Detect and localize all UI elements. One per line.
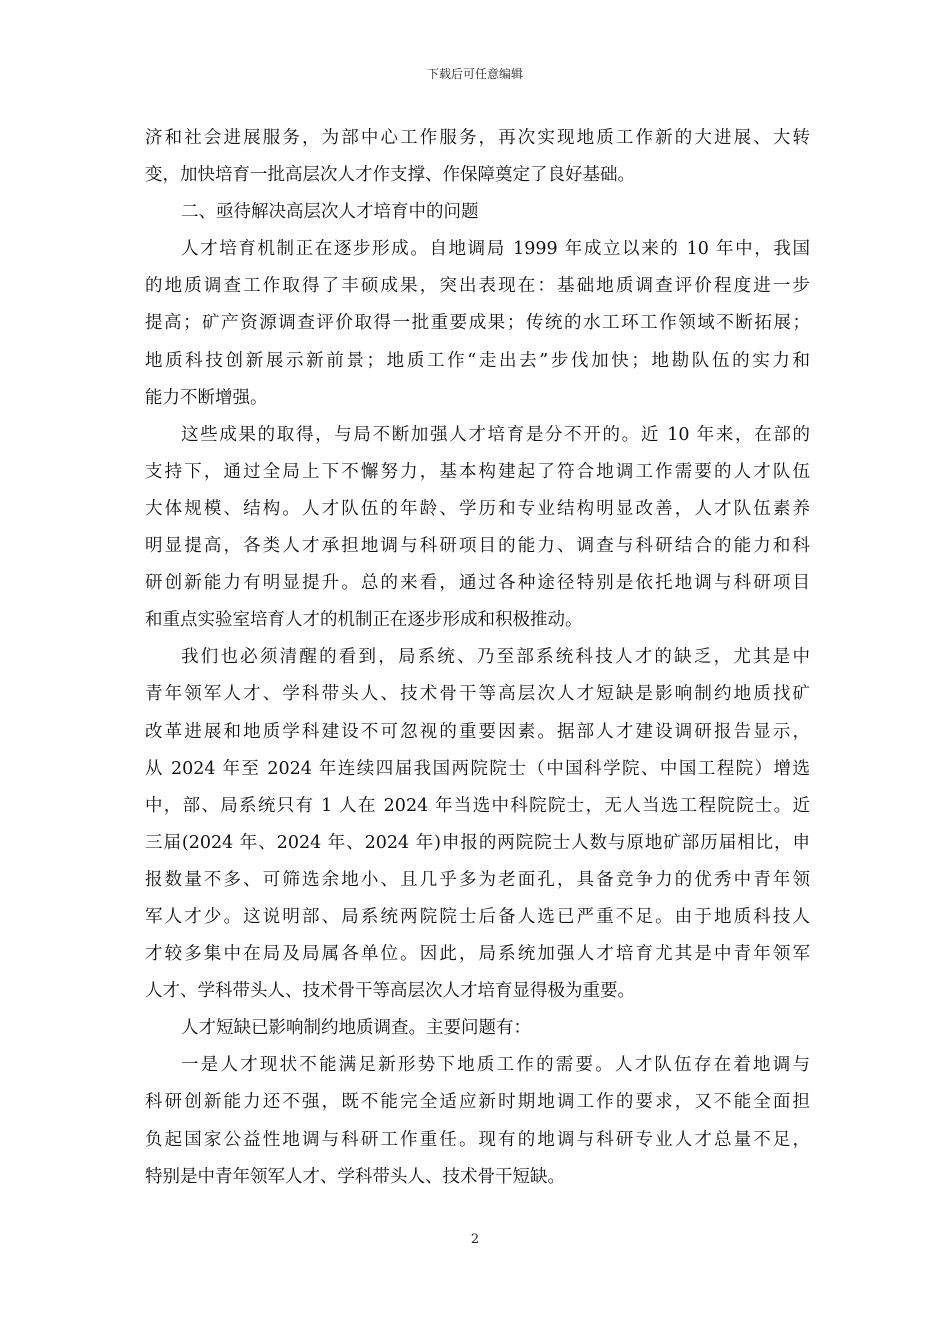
text-line: 变，加快培育一批高层次人才作支撑、作保障奠定了良好基础。 xyxy=(145,165,635,186)
text-line: 军人才少。这说明部、局系统两院院士后备人选已严重不足。由于地质科技人 xyxy=(145,906,810,927)
text-line: 从 2024 年至 2024 年连续四届我国两院院士（中国科学院、中国工程院）增选 xyxy=(145,758,810,779)
text-line: 青年领军人才、学科带头人、技术骨干等高层次人才短缺是影响制约地质找矿 xyxy=(145,684,810,705)
text-line: 三届(2024 年、2024 年、2024 年)申报的两院院士人数与原地矿部历届相比，申 xyxy=(145,832,810,853)
text-line: 人才短缺已影响制约地质调查。主要问题有： xyxy=(181,1018,531,1039)
text-line: 这些成果的取得，与局不断加强人才培育是分不开的。近 10 年来，在部的 xyxy=(181,424,810,445)
text-line: 科研创新能力还不强，既不能完全适应新时期地调工作的要求，又不能全面担 xyxy=(145,1092,810,1113)
text-line: 提高；矿产资源调查评价取得一批重要成果；传统的水工环工作领域不断拓展； xyxy=(145,313,810,334)
text-line: 才较多集中在局及局属各单位。因此，局系统加强人才培育尤其是中青年领军 xyxy=(145,944,810,965)
text-line: 人才、学科带头人、技术骨干等高层次人才培育显得极为重要。 xyxy=(145,981,635,1002)
text-line: 改革进展和地质学科建设不可忽视的重要因素。据部人才建设调研报告显示， xyxy=(145,721,810,742)
text-line: 二、亟待解决高层次人才培育中的问题 xyxy=(181,202,479,223)
text-line: 和重点实验室培育人才的机制正在逐步形成和积极推动。 xyxy=(145,610,583,631)
text-line: 支持下，通过全局上下不懈努力，基本构建起了符合地调工作需要的人才队伍 xyxy=(145,461,810,482)
text-line: 济和社会进展服务，为部中心工作服务，再次实现地质工作新的大进展、大转 xyxy=(145,128,810,148)
page-number: 2 xyxy=(470,1232,480,1247)
page-header: 下载后可任意编辑 xyxy=(426,67,523,81)
text-line: 我们也必须清醒的看到，局系统、乃至部系统科技人才的缺乏，尤其是中 xyxy=(181,647,810,668)
text-line: 能力不断增强。 xyxy=(145,387,268,408)
text-line: 的地质调查工作取得了丰硕成果，突出表现在：基础地质调查评价程度进一步 xyxy=(145,276,810,297)
text-line: 一是人才现状不能满足新形势下地质工作的需要。人才队伍存在着地调与 xyxy=(181,1055,810,1076)
text-line: 地质科技创新展示新前景；地质工作“走出去”步伐加快；地勘队伍的实力和 xyxy=(145,350,810,371)
text-line: 大体规模、结构。人才队伍的年龄、学历和专业结构明显改善，人才队伍素养 xyxy=(145,498,810,519)
text-line: 人才培育机制正在逐步形成。自地调局 1999 年成立以来的 10 年中，我国 xyxy=(181,239,810,260)
text-line: 报数量不多、可筛选余地小、且几乎多为老面孔，具备竞争力的优秀中青年领 xyxy=(145,869,810,890)
document-body xyxy=(145,120,810,1196)
text-line: 中，部、局系统只有 1 人在 2024 年当选中科院院士，无人当选工程院院士。近 xyxy=(145,795,810,816)
text-line: 特别是中青年领军人才、学科带头人、技术骨干短缺。 xyxy=(145,1166,565,1187)
text-line: 明显提高，各类人才承担地调与科研项目的能力、调查与科研结合的能力和科 xyxy=(145,536,810,557)
text-line: 负起国家公益性地调与科研工作重任。现有的地调与科研专业人才总量不足， xyxy=(145,1129,810,1150)
text-line: 研创新能力有明显提升。总的来看，通过各种途径特别是依托地调与科研项目 xyxy=(145,573,810,594)
